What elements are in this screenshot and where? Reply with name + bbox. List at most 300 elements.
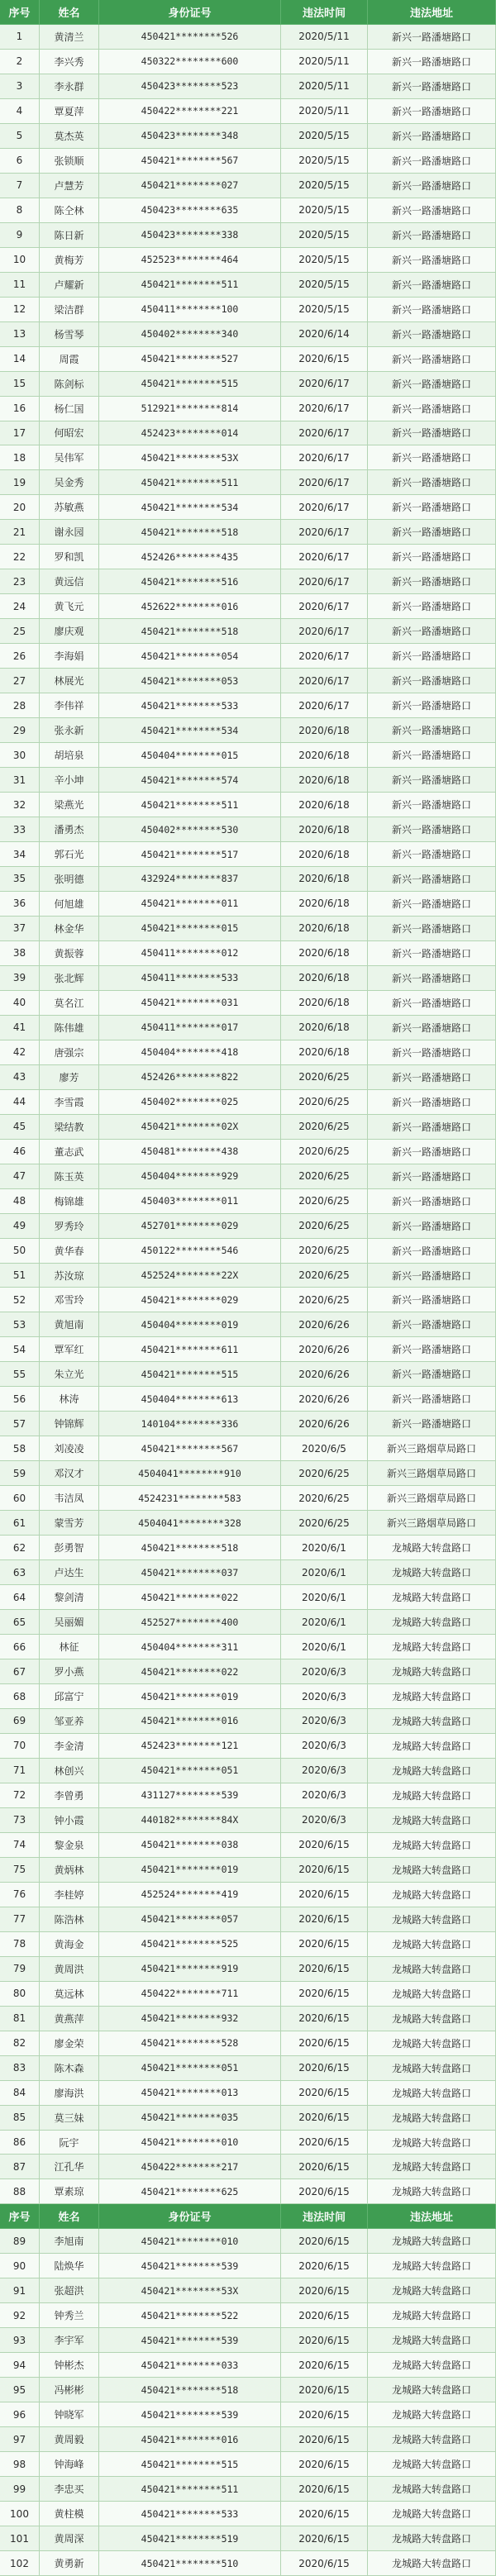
cell-name: 李旭南 bbox=[40, 2229, 99, 2254]
cell-id-number: 440182********84X bbox=[99, 1808, 281, 1833]
cell-violation-time: 2020/6/25 bbox=[281, 1239, 368, 1264]
cell-index: 15 bbox=[0, 372, 40, 397]
cell-index: 92 bbox=[0, 2303, 40, 2328]
cell-violation-time: 2020/5/15 bbox=[281, 248, 368, 273]
cell-index: 69 bbox=[0, 1709, 40, 1734]
cell-violation-time: 2020/6/18 bbox=[281, 842, 368, 867]
cell-index: 7 bbox=[0, 174, 40, 198]
cell-name: 黄振蓉 bbox=[40, 941, 99, 966]
cell-violation-address: 龙城路大转盘路口 bbox=[368, 2551, 496, 2576]
cell-index: 76 bbox=[0, 1883, 40, 1907]
cell-violation-time: 2020/6/17 bbox=[281, 693, 368, 718]
cell-violation-time: 2020/6/15 bbox=[281, 2031, 368, 2056]
cell-index: 74 bbox=[0, 1833, 40, 1858]
table-row bbox=[0, 1659, 496, 1684]
cell-name: 李海娟 bbox=[40, 644, 99, 669]
header-index: 序号 bbox=[0, 2204, 40, 2229]
cell-name: 陈剑标 bbox=[40, 372, 99, 397]
cell-violation-address: 新兴一路潘塘路口 bbox=[368, 619, 496, 644]
table-row bbox=[0, 2477, 496, 2502]
cell-violation-time: 2020/6/15 bbox=[281, 2477, 368, 2502]
cell-name: 黄周毅 bbox=[40, 2427, 99, 2452]
cell-index: 17 bbox=[0, 421, 40, 446]
header-violation-address: 违法地址 bbox=[368, 2204, 496, 2229]
cell-id-number: 450421********515 bbox=[99, 1362, 281, 1387]
cell-index: 64 bbox=[0, 1585, 40, 1610]
cell-violation-address: 新兴一路潘塘路口 bbox=[368, 1362, 496, 1387]
cell-index: 19 bbox=[0, 470, 40, 495]
cell-name: 吴金秀 bbox=[40, 470, 99, 495]
cell-violation-time: 2020/6/18 bbox=[281, 1040, 368, 1065]
cell-name: 江孔华 bbox=[40, 2155, 99, 2179]
cell-violation-time: 2020/6/1 bbox=[281, 1610, 368, 1635]
table-row bbox=[0, 2353, 496, 2378]
cell-name: 黄旭南 bbox=[40, 1312, 99, 1337]
cell-index: 13 bbox=[0, 322, 40, 347]
cell-id-number: 450423********523 bbox=[99, 74, 281, 99]
cell-index: 75 bbox=[0, 1858, 40, 1883]
cell-name: 黄飞元 bbox=[40, 594, 99, 619]
header-name: 姓名 bbox=[40, 0, 99, 25]
cell-name: 蒙雪芳 bbox=[40, 1511, 99, 1536]
cell-violation-address: 新兴一路潘塘路口 bbox=[368, 917, 496, 941]
cell-violation-time: 2020/5/15 bbox=[281, 124, 368, 149]
cell-index: 87 bbox=[0, 2155, 40, 2179]
cell-id-number: 450421********051 bbox=[99, 2056, 281, 2081]
cell-violation-time: 2020/5/11 bbox=[281, 74, 368, 99]
cell-violation-time: 2020/6/3 bbox=[281, 1759, 368, 1783]
cell-violation-address: 新兴一路潘塘路口 bbox=[368, 25, 496, 50]
cell-id-number: 450421********510 bbox=[99, 2551, 281, 2576]
cell-violation-time: 2020/5/15 bbox=[281, 223, 368, 248]
cell-violation-address: 新兴一路潘塘路口 bbox=[368, 1387, 496, 1412]
table-row bbox=[0, 1362, 496, 1387]
cell-violation-time: 2020/6/15 bbox=[281, 2278, 368, 2303]
cell-violation-time: 2020/6/17 bbox=[281, 619, 368, 644]
table-row bbox=[0, 2526, 496, 2551]
cell-id-number: 450404********929 bbox=[99, 1164, 281, 1189]
header-id-number: 身份证号 bbox=[99, 2204, 281, 2229]
cell-name: 卢慧芳 bbox=[40, 174, 99, 198]
cell-violation-time: 2020/6/3 bbox=[281, 1734, 368, 1759]
cell-index: 65 bbox=[0, 1610, 40, 1635]
cell-violation-address: 龙城路大转盘路口 bbox=[368, 1610, 496, 1635]
cell-violation-address: 龙城路大转盘路口 bbox=[368, 1957, 496, 1982]
table-row bbox=[0, 1833, 496, 1858]
cell-violation-time: 2020/6/15 bbox=[281, 2303, 368, 2328]
cell-name: 辛小坤 bbox=[40, 768, 99, 793]
cell-violation-time: 2020/6/25 bbox=[281, 1065, 368, 1090]
cell-violation-address: 新兴一路潘塘路口 bbox=[368, 248, 496, 273]
cell-violation-time: 2020/6/14 bbox=[281, 322, 368, 347]
cell-violation-time: 2020/6/25 bbox=[281, 1115, 368, 1140]
cell-name: 覃军红 bbox=[40, 1337, 99, 1362]
cell-violation-address: 新兴一路潘塘路口 bbox=[368, 347, 496, 372]
cell-name: 邓汉才 bbox=[40, 1461, 99, 1486]
cell-index: 30 bbox=[0, 743, 40, 768]
cell-name: 卢耀新 bbox=[40, 273, 99, 298]
cell-violation-address: 新兴一路潘塘路口 bbox=[368, 793, 496, 817]
cell-name: 钟锦辉 bbox=[40, 1412, 99, 1436]
cell-violation-address: 新兴一路潘塘路口 bbox=[368, 867, 496, 892]
table-row bbox=[0, 1214, 496, 1239]
cell-name: 钟秀兰 bbox=[40, 2303, 99, 2328]
cell-violation-address: 龙城路大转盘路口 bbox=[368, 2353, 496, 2378]
cell-id-number: 450421********022 bbox=[99, 1659, 281, 1684]
cell-violation-time: 2020/6/18 bbox=[281, 991, 368, 1016]
table-row bbox=[0, 1858, 496, 1883]
cell-violation-address: 新兴一路潘塘路口 bbox=[368, 1312, 496, 1337]
cell-violation-address: 龙城路大转盘路口 bbox=[368, 1709, 496, 1734]
cell-violation-time: 2020/6/17 bbox=[281, 569, 368, 594]
table-row bbox=[0, 917, 496, 941]
cell-violation-address: 新兴一路潘塘路口 bbox=[368, 1115, 496, 1140]
cell-violation-address: 新兴一路潘塘路口 bbox=[368, 1189, 496, 1214]
cell-index: 4 bbox=[0, 99, 40, 124]
cell-violation-address: 龙城路大转盘路口 bbox=[368, 1684, 496, 1709]
cell-violation-time: 2020/6/18 bbox=[281, 718, 368, 743]
cell-name: 谢永园 bbox=[40, 520, 99, 545]
cell-index: 97 bbox=[0, 2427, 40, 2452]
cell-index: 84 bbox=[0, 2081, 40, 2106]
cell-name: 李宇军 bbox=[40, 2328, 99, 2353]
cell-id-number: 450422********217 bbox=[99, 2155, 281, 2179]
table-row bbox=[0, 2254, 496, 2278]
cell-violation-address: 新兴一路潘塘路口 bbox=[368, 50, 496, 74]
cell-violation-address: 龙城路大转盘路口 bbox=[368, 2328, 496, 2353]
cell-violation-address: 新兴一路潘塘路口 bbox=[368, 966, 496, 991]
cell-violation-address: 新兴一路潘塘路口 bbox=[368, 445, 496, 470]
cell-index: 42 bbox=[0, 1040, 40, 1065]
cell-id-number: 450421********02X bbox=[99, 1115, 281, 1140]
cell-index: 41 bbox=[0, 1016, 40, 1040]
cell-id-number: 450421********010 bbox=[99, 2131, 281, 2155]
cell-violation-time: 2020/6/15 bbox=[281, 2179, 368, 2204]
cell-violation-time: 2020/6/15 bbox=[281, 1957, 368, 1982]
cell-index: 36 bbox=[0, 892, 40, 917]
cell-violation-address: 新兴三路烟草局路口 bbox=[368, 1461, 496, 1486]
cell-index: 67 bbox=[0, 1659, 40, 1684]
cell-index: 53 bbox=[0, 1312, 40, 1337]
cell-index: 83 bbox=[0, 2056, 40, 2081]
cell-index: 68 bbox=[0, 1684, 40, 1709]
cell-name: 莫杰英 bbox=[40, 124, 99, 149]
cell-id-number: 450421********033 bbox=[99, 2353, 281, 2378]
cell-violation-address: 龙城路大转盘路口 bbox=[368, 1883, 496, 1907]
table-row bbox=[0, 347, 496, 372]
cell-violation-address: 龙城路大转盘路口 bbox=[368, 1858, 496, 1883]
table-row bbox=[0, 298, 496, 322]
cell-violation-address: 新兴三路烟草局路口 bbox=[368, 1486, 496, 1511]
cell-violation-address: 龙城路大转盘路口 bbox=[368, 2278, 496, 2303]
cell-name: 彭勇智 bbox=[40, 1536, 99, 1560]
table-row bbox=[0, 2081, 496, 2106]
table-row bbox=[0, 1982, 496, 2007]
cell-violation-address: 新兴一路潘塘路口 bbox=[368, 1288, 496, 1312]
table-row bbox=[0, 1461, 496, 1486]
cell-violation-time: 2020/6/15 bbox=[281, 1907, 368, 1932]
cell-id-number: 450421********019 bbox=[99, 1858, 281, 1883]
cell-violation-address: 新兴一路潘塘路口 bbox=[368, 644, 496, 669]
cell-id-number: 450421********533 bbox=[99, 2502, 281, 2526]
table-row bbox=[0, 124, 496, 149]
cell-index: 32 bbox=[0, 793, 40, 817]
cell-index: 18 bbox=[0, 445, 40, 470]
cell-name: 林征 bbox=[40, 1635, 99, 1659]
table-row bbox=[0, 2031, 496, 2056]
table-row bbox=[0, 248, 496, 273]
cell-id-number: 450421********038 bbox=[99, 1833, 281, 1858]
cell-violation-time: 2020/6/25 bbox=[281, 1461, 368, 1486]
cell-name: 吴伟军 bbox=[40, 445, 99, 470]
cell-index: 85 bbox=[0, 2106, 40, 2131]
cell-index: 57 bbox=[0, 1412, 40, 1436]
cell-name: 冯彬彬 bbox=[40, 2378, 99, 2402]
table-row bbox=[0, 1511, 496, 1536]
cell-name: 杨雪琴 bbox=[40, 322, 99, 347]
cell-violation-address: 新兴一路潘塘路口 bbox=[368, 298, 496, 322]
table-row bbox=[0, 768, 496, 793]
table-row bbox=[0, 594, 496, 619]
cell-name: 张锁顺 bbox=[40, 149, 99, 174]
cell-violation-time: 2020/6/18 bbox=[281, 966, 368, 991]
cell-id-number: 450421********539 bbox=[99, 2328, 281, 2353]
cell-violation-time: 2020/6/15 bbox=[281, 2502, 368, 2526]
cell-name: 阮宇 bbox=[40, 2131, 99, 2155]
cell-violation-time: 2020/6/18 bbox=[281, 817, 368, 842]
cell-index: 46 bbox=[0, 1140, 40, 1164]
cell-name: 潘勇杰 bbox=[40, 817, 99, 842]
cell-name: 梁燕光 bbox=[40, 793, 99, 817]
cell-violation-address: 龙城路大转盘路口 bbox=[368, 2427, 496, 2452]
cell-violation-time: 2020/6/17 bbox=[281, 470, 368, 495]
cell-id-number: 452426********822 bbox=[99, 1065, 281, 1090]
cell-violation-address: 龙城路大转盘路口 bbox=[368, 1907, 496, 1932]
table-row bbox=[0, 941, 496, 966]
cell-violation-address: 龙城路大转盘路口 bbox=[368, 2106, 496, 2131]
cell-id-number: 431127********539 bbox=[99, 1783, 281, 1808]
cell-id-number: 432924********837 bbox=[99, 867, 281, 892]
cell-violation-address: 龙城路大转盘路口 bbox=[368, 2477, 496, 2502]
cell-name: 吴丽媚 bbox=[40, 1610, 99, 1635]
cell-id-number: 450421********010 bbox=[99, 2229, 281, 2254]
table-row bbox=[0, 569, 496, 594]
cell-violation-time: 2020/6/1 bbox=[281, 1536, 368, 1560]
cell-violation-time: 2020/5/15 bbox=[281, 198, 368, 223]
table-row bbox=[0, 1709, 496, 1734]
cell-violation-address: 新兴一路潘塘路口 bbox=[368, 74, 496, 99]
cell-id-number: 450122********546 bbox=[99, 1239, 281, 1264]
cell-id-number: 140104********336 bbox=[99, 1412, 281, 1436]
cell-name: 黄柱模 bbox=[40, 2502, 99, 2526]
cell-index: 102 bbox=[0, 2551, 40, 2576]
cell-index: 55 bbox=[0, 1362, 40, 1387]
table-row bbox=[0, 2502, 496, 2526]
table-row bbox=[0, 149, 496, 174]
cell-name: 何昭宏 bbox=[40, 421, 99, 446]
cell-index: 44 bbox=[0, 1090, 40, 1115]
table-row bbox=[0, 619, 496, 644]
cell-violation-address: 新兴一路潘塘路口 bbox=[368, 1412, 496, 1436]
cell-violation-address: 龙城路大转盘路口 bbox=[368, 1759, 496, 1783]
table-row bbox=[0, 2106, 496, 2131]
table-row bbox=[0, 1610, 496, 1635]
cell-name: 黄华春 bbox=[40, 1239, 99, 1264]
cell-violation-time: 2020/6/18 bbox=[281, 917, 368, 941]
table-row bbox=[0, 892, 496, 917]
cell-id-number: 450421********533 bbox=[99, 693, 281, 718]
table-row bbox=[0, 2007, 496, 2031]
cell-violation-time: 2020/6/1 bbox=[281, 1560, 368, 1585]
cell-name: 张永新 bbox=[40, 718, 99, 743]
cell-name: 张明德 bbox=[40, 867, 99, 892]
cell-index: 20 bbox=[0, 495, 40, 520]
cell-id-number: 450421********037 bbox=[99, 1560, 281, 1585]
cell-name: 钟晓军 bbox=[40, 2402, 99, 2427]
cell-violation-address: 龙城路大转盘路口 bbox=[368, 1536, 496, 1560]
cell-index: 99 bbox=[0, 2477, 40, 2502]
cell-id-number: 452701********029 bbox=[99, 1214, 281, 1239]
cell-name: 张超洪 bbox=[40, 2278, 99, 2303]
cell-id-number: 450421********527 bbox=[99, 347, 281, 372]
cell-violation-time: 2020/6/18 bbox=[281, 941, 368, 966]
cell-violation-time: 2020/6/18 bbox=[281, 743, 368, 768]
cell-violation-time: 2020/5/15 bbox=[281, 298, 368, 322]
cell-violation-time: 2020/6/25 bbox=[281, 1164, 368, 1189]
cell-id-number: 450404********311 bbox=[99, 1635, 281, 1659]
cell-violation-time: 2020/6/18 bbox=[281, 1016, 368, 1040]
table-row bbox=[0, 1808, 496, 1833]
cell-id-number: 450421********511 bbox=[99, 793, 281, 817]
cell-name: 陈木森 bbox=[40, 2056, 99, 2081]
cell-index: 80 bbox=[0, 1982, 40, 2007]
cell-name: 林涛 bbox=[40, 1387, 99, 1412]
cell-violation-address: 新兴一路潘塘路口 bbox=[368, 421, 496, 446]
cell-violation-address: 新兴一路潘塘路口 bbox=[368, 124, 496, 149]
cell-violation-address: 新兴一路潘塘路口 bbox=[368, 569, 496, 594]
cell-violation-time: 2020/6/25 bbox=[281, 1486, 368, 1511]
cell-violation-time: 2020/6/26 bbox=[281, 1337, 368, 1362]
cell-violation-time: 2020/6/3 bbox=[281, 1783, 368, 1808]
cell-violation-time: 2020/6/25 bbox=[281, 1288, 368, 1312]
cell-index: 71 bbox=[0, 1759, 40, 1783]
cell-index: 66 bbox=[0, 1635, 40, 1659]
cell-violation-time: 2020/6/15 bbox=[281, 2131, 368, 2155]
table-row bbox=[0, 2229, 496, 2254]
cell-name: 李忠买 bbox=[40, 2477, 99, 2502]
table-row bbox=[0, 1759, 496, 1783]
cell-name: 林展光 bbox=[40, 669, 99, 693]
table-row bbox=[0, 991, 496, 1016]
cell-violation-address: 新兴一路潘塘路口 bbox=[368, 1016, 496, 1040]
cell-name: 黎剑清 bbox=[40, 1585, 99, 1610]
cell-violation-time: 2020/6/15 bbox=[281, 1858, 368, 1883]
cell-id-number: 450421********522 bbox=[99, 2303, 281, 2328]
cell-id-number: 452423********014 bbox=[99, 421, 281, 446]
table-row bbox=[0, 1684, 496, 1709]
cell-index: 45 bbox=[0, 1115, 40, 1140]
cell-id-number: 452426********435 bbox=[99, 545, 281, 569]
cell-name: 廖庆观 bbox=[40, 619, 99, 644]
cell-index: 35 bbox=[0, 867, 40, 892]
cell-name: 黎金泉 bbox=[40, 1833, 99, 1858]
cell-name: 黄梅芳 bbox=[40, 248, 99, 273]
cell-index: 23 bbox=[0, 569, 40, 594]
cell-id-number: 452524********22X bbox=[99, 1264, 281, 1288]
cell-name: 邓雪玲 bbox=[40, 1288, 99, 1312]
table-row bbox=[0, 1065, 496, 1090]
table-row bbox=[0, 1016, 496, 1040]
cell-violation-address: 新兴一路潘塘路口 bbox=[368, 223, 496, 248]
table-row bbox=[0, 1932, 496, 1957]
table-row bbox=[0, 1536, 496, 1560]
cell-name: 何旭雄 bbox=[40, 892, 99, 917]
table-row bbox=[0, 2427, 496, 2452]
cell-name: 李曾勇 bbox=[40, 1783, 99, 1808]
cell-violation-address: 新兴一路潘塘路口 bbox=[368, 1065, 496, 1090]
cell-violation-address: 龙城路大转盘路口 bbox=[368, 1635, 496, 1659]
table-row bbox=[0, 520, 496, 545]
cell-id-number: 450421********515 bbox=[99, 372, 281, 397]
cell-violation-time: 2020/6/15 bbox=[281, 2551, 368, 2576]
cell-name: 董志武 bbox=[40, 1140, 99, 1164]
cell-violation-address: 新兴一路潘塘路口 bbox=[368, 495, 496, 520]
table-row bbox=[0, 50, 496, 74]
cell-violation-time: 2020/5/15 bbox=[281, 174, 368, 198]
table-row bbox=[0, 198, 496, 223]
cell-id-number: 452527********400 bbox=[99, 1610, 281, 1635]
cell-id-number: 450421********054 bbox=[99, 644, 281, 669]
cell-violation-address: 新兴一路潘塘路口 bbox=[368, 842, 496, 867]
table-row bbox=[0, 1436, 496, 1461]
cell-index: 25 bbox=[0, 619, 40, 644]
cell-id-number: 450421********027 bbox=[99, 174, 281, 198]
cell-name: 陈日新 bbox=[40, 223, 99, 248]
cell-violation-address: 龙城路大转盘路口 bbox=[368, 2254, 496, 2278]
cell-name: 杨仁国 bbox=[40, 397, 99, 421]
cell-name: 梁洁群 bbox=[40, 298, 99, 322]
cell-name: 黄炳林 bbox=[40, 1858, 99, 1883]
cell-violation-address: 龙城路大转盘路口 bbox=[368, 2303, 496, 2328]
table-row bbox=[0, 1635, 496, 1659]
header-row bbox=[0, 0, 496, 25]
header-violation-time: 违法时间 bbox=[281, 2204, 368, 2229]
table-row bbox=[0, 1907, 496, 1932]
table-row bbox=[0, 644, 496, 669]
cell-id-number: 450421********516 bbox=[99, 569, 281, 594]
cell-name: 钟海峰 bbox=[40, 2452, 99, 2477]
cell-id-number: 450423********338 bbox=[99, 223, 281, 248]
cell-violation-time: 2020/6/25 bbox=[281, 1189, 368, 1214]
cell-violation-address: 新兴三路烟草局路口 bbox=[368, 1511, 496, 1536]
cell-id-number: 450421********518 bbox=[99, 2378, 281, 2402]
table-row bbox=[0, 669, 496, 693]
cell-violation-time: 2020/6/15 bbox=[281, 1982, 368, 2007]
cell-name: 胡培泉 bbox=[40, 743, 99, 768]
table-row bbox=[0, 495, 496, 520]
table-row bbox=[0, 2303, 496, 2328]
cell-violation-address: 新兴一路潘塘路口 bbox=[368, 743, 496, 768]
cell-violation-time: 2020/6/26 bbox=[281, 1387, 368, 1412]
cell-violation-address: 新兴一路潘塘路口 bbox=[368, 1337, 496, 1362]
cell-name: 钟彬杰 bbox=[40, 2353, 99, 2378]
cell-id-number: 450404********019 bbox=[99, 1312, 281, 1337]
table-row bbox=[0, 99, 496, 124]
cell-index: 86 bbox=[0, 2131, 40, 2155]
cell-violation-time: 2020/6/17 bbox=[281, 644, 368, 669]
cell-id-number: 450421********022 bbox=[99, 1585, 281, 1610]
cell-violation-time: 2020/6/1 bbox=[281, 1585, 368, 1610]
